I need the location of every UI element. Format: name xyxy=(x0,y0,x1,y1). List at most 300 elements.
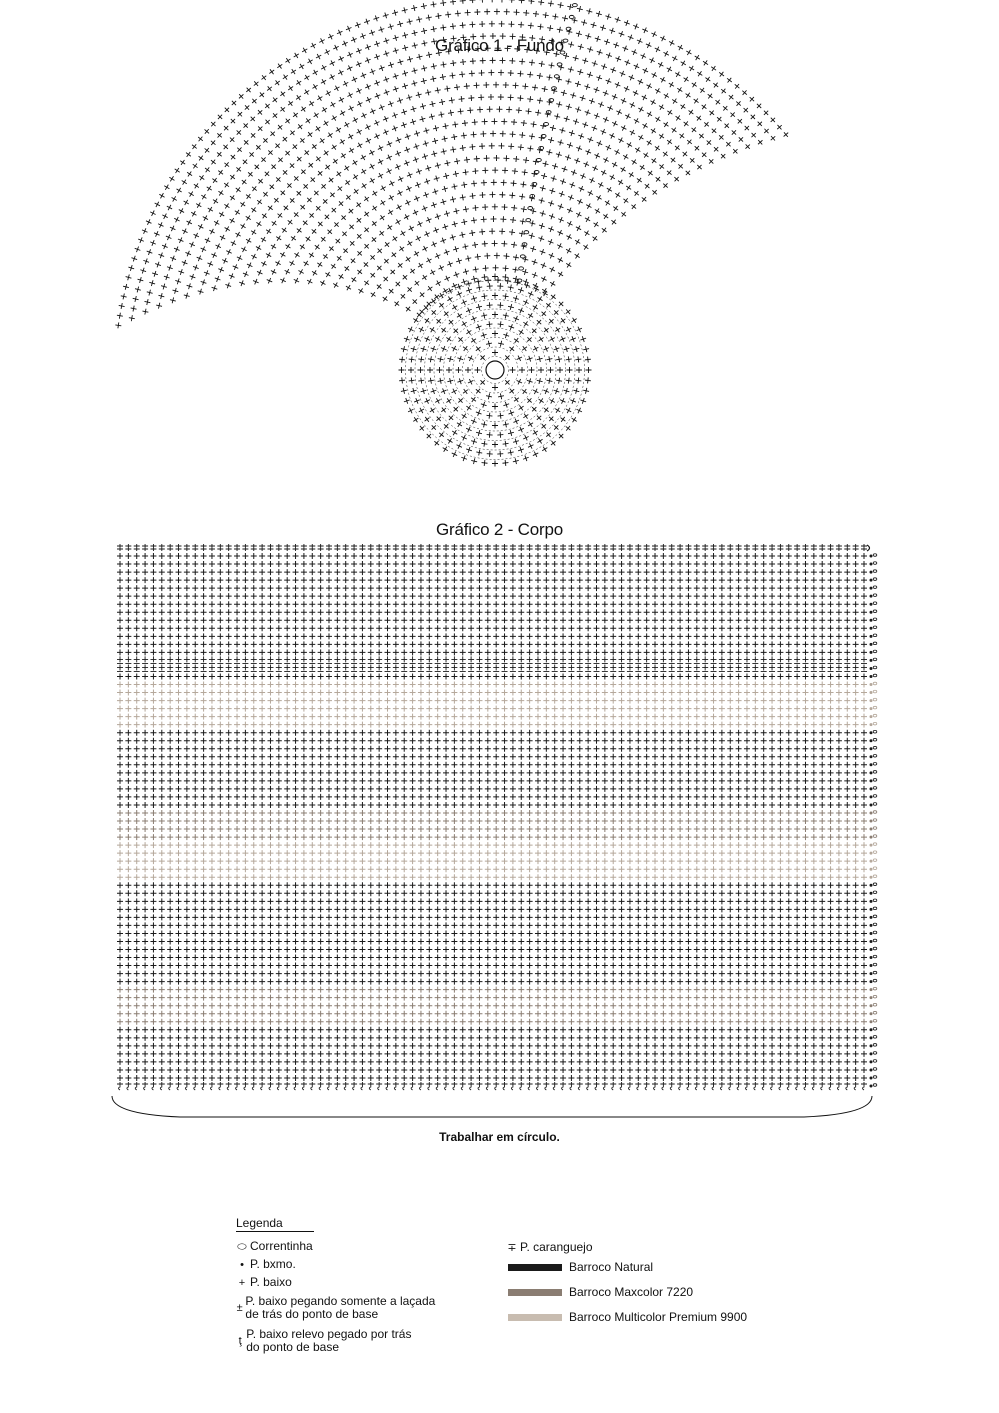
stitch-sc xyxy=(192,850,198,856)
stitch-sc xyxy=(276,553,282,559)
stitch-sc xyxy=(493,834,499,840)
stitch-sc xyxy=(836,577,842,583)
stitch-sc xyxy=(284,722,290,728)
stitch-sc xyxy=(602,601,608,607)
stitch-sc xyxy=(309,649,315,655)
stitch-sc xyxy=(476,834,482,840)
stitch-crab xyxy=(619,544,625,551)
stitch-sc xyxy=(727,834,733,840)
stitch-sc xyxy=(234,738,240,744)
stitch-sc xyxy=(761,810,767,816)
stitch-sc xyxy=(802,762,808,768)
stitch-sc xyxy=(844,601,850,607)
stitch-sc xyxy=(518,770,524,776)
stitch-sc xyxy=(117,585,123,591)
stitch-sc xyxy=(201,738,207,744)
stitch-sc xyxy=(635,706,641,712)
stitch-crab xyxy=(711,544,717,551)
stitch-sc xyxy=(167,577,173,583)
stitch-sc xyxy=(736,794,742,800)
stitch-sc xyxy=(819,609,825,615)
stitch-sc xyxy=(853,585,859,591)
stitch-sc xyxy=(167,617,173,623)
stitch-sc xyxy=(811,786,817,792)
stitch-sc xyxy=(401,834,407,840)
slip-stitch xyxy=(870,771,873,774)
stitch-sc xyxy=(585,577,591,583)
stitch-sc xyxy=(451,706,457,712)
stitch-sc xyxy=(593,722,599,728)
stitch-sc xyxy=(485,810,491,816)
stitch-sc xyxy=(761,826,767,832)
stitch-sc xyxy=(293,738,299,744)
stitch-sc xyxy=(702,810,708,816)
stitch-sc xyxy=(351,802,357,808)
stitch-sc xyxy=(451,601,457,607)
stitch-sc xyxy=(443,842,449,848)
stitch-sc xyxy=(293,810,299,816)
stitch-back-loop xyxy=(351,656,357,663)
stitch-sc xyxy=(694,641,700,647)
stitch-sc xyxy=(819,714,825,720)
stitch-sc xyxy=(836,810,842,816)
stitch-sc xyxy=(593,706,599,712)
stitch-sc xyxy=(426,794,432,800)
stitch-sc xyxy=(368,617,374,623)
stitch-sc xyxy=(535,738,541,744)
stitch-sc xyxy=(184,641,190,647)
stitch-sc xyxy=(644,770,650,776)
stitch-sc xyxy=(660,810,666,816)
stitch-sc xyxy=(518,641,524,647)
stitch-crab xyxy=(769,544,775,551)
stitch-sc xyxy=(552,722,558,728)
stitch-sc xyxy=(527,730,533,736)
stitch-sc xyxy=(150,625,156,631)
stitch-sc xyxy=(560,601,566,607)
stitch-sc xyxy=(334,673,340,679)
stitch-crab xyxy=(351,544,357,551)
stitch-sc xyxy=(644,706,650,712)
stitch-sc xyxy=(677,818,683,824)
stitch-sc xyxy=(359,577,365,583)
stitch-sc xyxy=(401,673,407,679)
stitch-sc xyxy=(201,834,207,840)
stitch-sc xyxy=(819,762,825,768)
stitch-sc xyxy=(727,826,733,832)
stitch-sc xyxy=(510,673,516,679)
stitch-sc xyxy=(401,698,407,704)
stitch-sc xyxy=(719,818,725,824)
stitch-sc xyxy=(309,794,315,800)
stitch-sc xyxy=(476,754,482,760)
stitch-sc xyxy=(134,722,140,728)
stitch-crab xyxy=(410,544,416,551)
stitch-sc xyxy=(652,561,658,567)
stitch-sc xyxy=(309,770,315,776)
stitch-sc xyxy=(660,585,666,591)
stitch-sc xyxy=(610,770,616,776)
stitch-sc xyxy=(192,641,198,647)
stitch-sc xyxy=(418,730,424,736)
stitch-sc xyxy=(828,649,834,655)
stitch-sc xyxy=(694,585,700,591)
stitch-sc xyxy=(184,770,190,776)
stitch-back-loop xyxy=(552,656,558,663)
stitch-sc xyxy=(485,577,491,583)
stitch-sc xyxy=(209,770,215,776)
stitch-sc xyxy=(619,625,625,631)
stitch-sc xyxy=(460,770,466,776)
stitch-sc xyxy=(393,561,399,567)
stitch-sc xyxy=(602,682,608,688)
stitch-sc xyxy=(794,609,800,615)
stitch-sc xyxy=(719,826,725,832)
stitch-sc xyxy=(259,649,265,655)
stitch-sc xyxy=(619,794,625,800)
stitch-sc xyxy=(619,714,625,720)
stitch-sc xyxy=(644,794,650,800)
stitch-sc xyxy=(635,786,641,792)
stitch-sc xyxy=(284,649,290,655)
stitch-sc xyxy=(702,633,708,639)
stitch-sc xyxy=(401,649,407,655)
stitch-sc xyxy=(593,690,599,696)
stitch-sc xyxy=(502,633,508,639)
stitch-sc xyxy=(301,778,307,784)
stitch-sc xyxy=(677,585,683,591)
stitch-sc xyxy=(502,706,508,712)
stitch-sc xyxy=(811,730,817,736)
stitch-sc xyxy=(293,601,299,607)
stitch-back-loop xyxy=(201,664,207,671)
stitch-sc xyxy=(744,577,750,583)
stitch-sc xyxy=(802,714,808,720)
stitch-sc xyxy=(184,810,190,816)
stitch-sc xyxy=(201,593,207,599)
stitch-sc xyxy=(209,730,215,736)
stitch-sc xyxy=(677,738,683,744)
stitch-sc xyxy=(334,561,340,567)
stitch-sc xyxy=(150,834,156,840)
stitch-sc xyxy=(844,770,850,776)
stitch-sc xyxy=(259,698,265,704)
stitch-sc xyxy=(460,577,466,583)
stitch-sc xyxy=(769,730,775,736)
stitch-sc xyxy=(777,609,783,615)
stitch-sc xyxy=(267,641,273,647)
stitch-sc xyxy=(201,754,207,760)
stitch-sc xyxy=(184,714,190,720)
stitch-sc xyxy=(192,553,198,559)
stitch-sc xyxy=(134,818,140,824)
stitch-sc xyxy=(853,649,859,655)
stitch-sc xyxy=(343,746,349,752)
stitch-sc xyxy=(343,609,349,615)
stitch-sc xyxy=(167,569,173,575)
stitch-sc xyxy=(368,585,374,591)
stitch-back-loop xyxy=(535,664,541,671)
stitch-sc xyxy=(786,617,792,623)
stitch-sc xyxy=(711,617,717,623)
stitch-sc xyxy=(485,722,491,728)
stitch-sc xyxy=(502,794,508,800)
stitch-sc xyxy=(836,649,842,655)
stitch-sc xyxy=(619,649,625,655)
stitch-sc xyxy=(644,569,650,575)
stitch-crab xyxy=(334,544,340,551)
stitch-sc xyxy=(301,553,307,559)
stitch-sc xyxy=(176,754,182,760)
stitch-sc xyxy=(267,754,273,760)
stitch-sc xyxy=(451,810,457,816)
stitch-sc xyxy=(685,738,691,744)
stitch-sc xyxy=(685,706,691,712)
stitch-sc xyxy=(802,593,808,599)
stitch-sc xyxy=(326,786,332,792)
stitch-sc xyxy=(694,738,700,744)
stitch-sc xyxy=(251,609,257,615)
stitch-sc xyxy=(284,577,290,583)
stitch-sc xyxy=(493,762,499,768)
stitch-sc xyxy=(619,569,625,575)
stitch-sc xyxy=(777,585,783,591)
chain-stitch xyxy=(873,754,877,757)
stitch-sc xyxy=(786,778,792,784)
stitch-sc xyxy=(125,585,131,591)
stitch-sc xyxy=(142,770,148,776)
stitch-sc xyxy=(577,601,583,607)
stitch-sc xyxy=(769,609,775,615)
stitch-sc xyxy=(359,698,365,704)
stitch-sc xyxy=(577,577,583,583)
stitch-sc xyxy=(811,673,817,679)
stitch-sc xyxy=(410,738,416,744)
stitch-sc xyxy=(242,633,248,639)
stitch-back-loop xyxy=(627,656,633,663)
stitch-sc xyxy=(761,722,767,728)
stitch-sc xyxy=(326,722,332,728)
stitch-sc xyxy=(485,569,491,575)
stitch-sc xyxy=(568,561,574,567)
stitch-sc xyxy=(744,585,750,591)
stitch-sc xyxy=(677,826,683,832)
stitch-sc xyxy=(577,778,583,784)
stitch-sc xyxy=(853,593,859,599)
stitch-sc xyxy=(460,641,466,647)
stitch-sc xyxy=(844,786,850,792)
stitch-sc xyxy=(518,698,524,704)
stitch-sc xyxy=(309,641,315,647)
stitch-back-loop xyxy=(476,664,482,671)
stitch-back-loop xyxy=(334,656,340,663)
stitch-sc xyxy=(560,818,566,824)
stitch-sc xyxy=(376,601,382,607)
stitch-sc xyxy=(318,577,324,583)
stitch-sc xyxy=(602,778,608,784)
stitch-sc xyxy=(309,682,315,688)
stitch-sc xyxy=(368,625,374,631)
stitch-sc xyxy=(276,826,282,832)
stitch-sc xyxy=(376,770,382,776)
stitch-sc xyxy=(184,561,190,567)
stitch-sc xyxy=(719,577,725,583)
stitch-sc xyxy=(443,738,449,744)
stitch-sc xyxy=(326,730,332,736)
stitch-sc xyxy=(159,730,165,736)
stitch-sc xyxy=(794,802,800,808)
stitch-sc xyxy=(593,641,599,647)
stitch-sc xyxy=(251,649,257,655)
stitch-sc xyxy=(209,746,215,752)
stitch-sc xyxy=(577,633,583,639)
stitch-sc xyxy=(711,698,717,704)
stitch-sc xyxy=(401,561,407,567)
stitch-sc xyxy=(209,649,215,655)
stitch-sc xyxy=(719,786,725,792)
stitch-sc xyxy=(719,673,725,679)
stitch-sc xyxy=(518,585,524,591)
stitch-back-loop xyxy=(159,656,165,663)
stitch-sc xyxy=(560,842,566,848)
stitch-sc xyxy=(435,690,441,696)
stitch-back-loop xyxy=(602,656,608,663)
stitch-sc xyxy=(644,553,650,559)
stitch-sc xyxy=(610,762,616,768)
stitch-sc xyxy=(468,569,474,575)
stitch-back-loop xyxy=(660,664,666,671)
stitch-sc xyxy=(652,706,658,712)
stitch-sc xyxy=(836,842,842,848)
stitch-sc xyxy=(451,770,457,776)
stitch-sc xyxy=(685,690,691,696)
stitch-sc xyxy=(251,585,257,591)
stitch-sc xyxy=(476,682,482,688)
stitch-sc xyxy=(585,593,591,599)
stitch-crab xyxy=(234,544,240,551)
stitch-sc xyxy=(176,625,182,631)
stitch-sc xyxy=(660,730,666,736)
stitch-sc xyxy=(359,617,365,623)
stitch-crab xyxy=(836,544,842,551)
stitch-sc xyxy=(159,585,165,591)
stitch-sc xyxy=(301,601,307,607)
stitch-sc xyxy=(677,722,683,728)
stitch-sc xyxy=(677,625,683,631)
stitch-back-loop xyxy=(811,656,817,663)
stitch-sc xyxy=(652,778,658,784)
stitch-sc xyxy=(309,802,315,808)
stitch-sc xyxy=(610,690,616,696)
stitch-sc xyxy=(627,633,633,639)
stitch-sc xyxy=(527,714,533,720)
stitch-sc xyxy=(736,810,742,816)
stitch-back-loop xyxy=(702,664,708,671)
stitch-crab xyxy=(201,544,207,551)
stitch-sc xyxy=(159,746,165,752)
stitch-sc xyxy=(318,673,324,679)
stitch-sc xyxy=(150,706,156,712)
stitch-sc xyxy=(485,842,491,848)
stitch-sc xyxy=(476,561,482,567)
stitch-sc xyxy=(334,770,340,776)
stitch-back-loop xyxy=(719,664,725,671)
stitch-sc xyxy=(560,746,566,752)
stitch-sc xyxy=(543,722,549,728)
stitch-sc xyxy=(418,601,424,607)
stitch-sc xyxy=(577,762,583,768)
stitch-sc xyxy=(652,569,658,575)
stitch-sc xyxy=(627,810,633,816)
stitch-sc xyxy=(619,593,625,599)
stitch-sc xyxy=(669,770,675,776)
stitch-sc xyxy=(669,746,675,752)
stitch-sc xyxy=(627,641,633,647)
stitch-back-loop xyxy=(552,664,558,671)
stitch-sc xyxy=(619,842,625,848)
stitch-sc xyxy=(209,698,215,704)
stitch-sc xyxy=(761,585,767,591)
stitch-sc xyxy=(652,553,658,559)
slip-stitch xyxy=(870,627,873,630)
stitch-sc xyxy=(393,673,399,679)
stitch-sc xyxy=(543,730,549,736)
stitch-sc xyxy=(176,802,182,808)
stitch-sc xyxy=(343,794,349,800)
stitch-sc xyxy=(711,770,717,776)
stitch-back-loop xyxy=(694,656,700,663)
stitch-sc xyxy=(802,601,808,607)
stitch-sc xyxy=(761,553,767,559)
stitch-sc xyxy=(209,553,215,559)
stitch-sc xyxy=(535,730,541,736)
stitch-sc xyxy=(476,746,482,752)
stitch-sc xyxy=(485,553,491,559)
slip-stitch xyxy=(870,643,873,646)
stitch-sc xyxy=(752,826,758,832)
stitch-sc xyxy=(259,810,265,816)
stitch-sc xyxy=(401,682,407,688)
stitch-sc xyxy=(527,698,533,704)
stitch-sc xyxy=(577,673,583,679)
stitch-sc xyxy=(535,770,541,776)
stitch-sc xyxy=(226,754,232,760)
stitch-sc xyxy=(736,601,742,607)
stitch-sc xyxy=(560,722,566,728)
stitch-sc xyxy=(368,810,374,816)
stitch-sc xyxy=(652,641,658,647)
stitch-sc xyxy=(125,601,131,607)
stitch-sc xyxy=(644,601,650,607)
stitch-sc xyxy=(209,706,215,712)
stitch-back-loop xyxy=(711,656,717,663)
stitch-crab xyxy=(435,544,441,551)
stitch-sc xyxy=(736,754,742,760)
stitch-sc xyxy=(460,601,466,607)
stitch-sc xyxy=(610,561,616,567)
stitch-sc xyxy=(276,577,282,583)
stitch-sc xyxy=(811,690,817,696)
stitch-back-loop xyxy=(426,664,432,671)
stitch-sc xyxy=(443,609,449,615)
stitch-sc xyxy=(460,569,466,575)
stitch-sc xyxy=(134,569,140,575)
stitch-sc xyxy=(619,682,625,688)
stitch-sc xyxy=(418,738,424,744)
stitch-sc xyxy=(527,770,533,776)
stitch-crab xyxy=(485,544,491,551)
stitch-sc xyxy=(276,649,282,655)
